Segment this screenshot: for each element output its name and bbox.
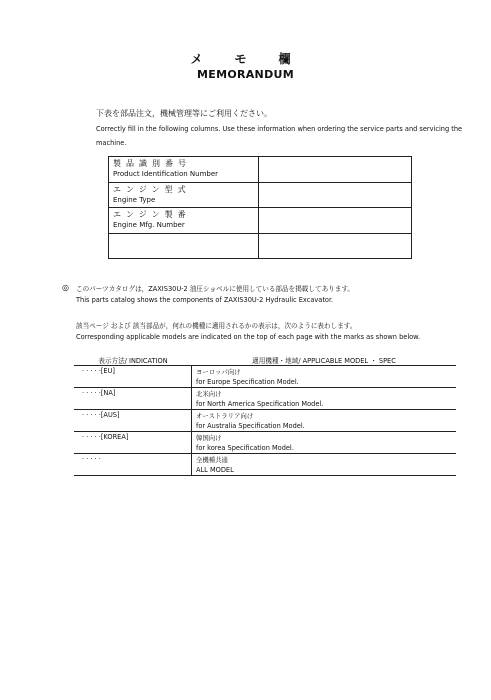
info-label-english: Engine Mfg. Number [113,221,185,229]
model-english: for korea Specification Model. [196,444,294,452]
engine-type-field[interactable] [259,183,411,208]
info-label-japanese: エンジン型式 [113,184,191,194]
info-row-blank [109,234,411,259]
engine-number-field[interactable] [259,208,411,233]
model-japanese: 北米向け [196,390,222,398]
bullet-icon: ◎ [62,283,69,292]
info-blank-field[interactable] [259,234,411,259]
intro-japanese: 下表を部品注文，機械管理等にご利用ください。 [96,109,272,118]
model-japanese: 全機種共通 [196,456,228,464]
mark-cell: · · · · · [74,454,192,475]
page-title-japanese: メ モ 欄 [190,52,301,66]
info-blank-label[interactable] [109,234,259,259]
info-label-japanese: 製品識別番号 [113,159,191,168]
applicable-note-english: Corresponding applicable models are indicated on the top of each page with the marks as shown below. [76,333,421,341]
info-row-engine-type [109,183,411,209]
table-row [74,410,456,432]
info-label [109,183,259,208]
applicable-note-japanese: 該当ページ および 該当部品が，何れの機種に適用されるかの表示は，次のように表わします。 [76,322,357,330]
page-title: MEMORANDUM [197,68,294,81]
intro-english: Correctly fill in the following columns. Use these information when ordering the service parts and servicing the machine. [96,125,463,147]
model-marks-table [74,355,456,476]
mark-cell: · · · · ·[NA] [74,388,192,409]
model-english: ALL MODEL [196,466,234,474]
info-label [109,208,259,233]
product-id-field[interactable] [259,157,411,182]
model-cell [192,410,456,431]
model-japanese: ヨーロッパ向け [196,368,241,376]
mark-cell: · · · · ·[AUS] [74,410,192,431]
model-japanese: オーストラリア向け [196,412,254,420]
model-japanese: 韓国向け [196,434,222,442]
table-row [74,454,456,476]
info-label-english: Product Identification Number [113,170,219,178]
info-row-product-id [109,157,411,183]
info-label-japanese: エンジン製番 [113,210,191,219]
model-cell [192,454,456,475]
indication-header: 表示方法/ INDICATION [98,357,168,365]
model-english: for North America Specification Model. [196,400,324,408]
model-cell [192,388,456,409]
applicable-model-header: 適用機種・地域/ APPLICABLE MODEL ・ SPEC [252,357,396,365]
model-cell [192,432,456,453]
table-row [74,388,456,410]
table-row [74,366,456,388]
model-cell [192,366,456,387]
catalog-note-english: This parts catalog shows the components of ZAXIS30U-2 Hydraulic Excavator. [76,296,334,304]
table-row [74,432,456,454]
product-info-table [108,156,412,259]
mark-cell: · · · · ·[KOREA] [74,432,192,453]
table-header [74,355,456,366]
info-label [109,157,259,182]
info-label-english: Engine Type [113,195,156,204]
mark-cell: · · · · ·[EU] [74,366,192,387]
model-english: for Europe Specification Model. [196,378,299,386]
model-english: for Australia Specification Model. [196,422,305,430]
info-row-engine-number [109,208,411,234]
catalog-note-japanese: このパーツカタログは，ZAXIS30U-2 油圧ショベルに使用している部品を掲載してあります。 [76,285,355,293]
